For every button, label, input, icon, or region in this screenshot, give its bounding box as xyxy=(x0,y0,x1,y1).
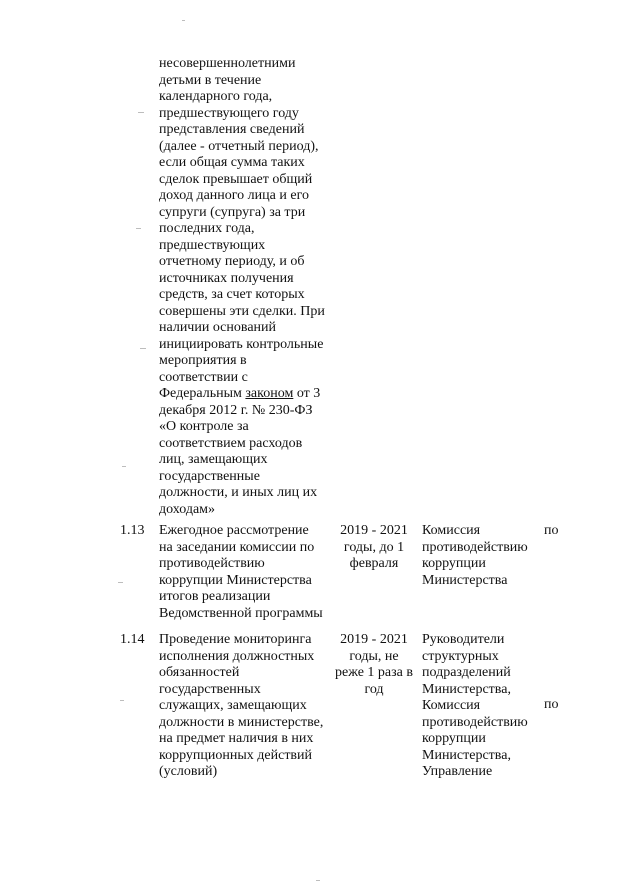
row-term: 2019 - 2021 годы, до 1 февраля xyxy=(340,523,408,571)
scan-speck xyxy=(140,348,146,349)
row-responsible: Комиссия противодействию коррупции Министерства xyxy=(422,523,528,588)
row-number: 1.14 xyxy=(120,632,145,647)
row-number: 1.13 xyxy=(120,523,145,538)
scan-speck xyxy=(316,880,320,881)
scan-speck xyxy=(118,582,123,583)
scan-speck xyxy=(120,700,124,701)
scan-speck xyxy=(136,228,141,229)
continued-task-text-part2: от 3 декабря 2012 г. № 230-ФЗ «О контроле за соответствием расходов лиц, замещающих государственные должности, и иных лиц их доходам» xyxy=(159,386,321,517)
continued-task-text-part1: несовершеннолетними детьми в течение календарного года, предшествующего году представления сведений (далее - отчетный период), если общая сумма таких сделок превышает общий доход данного лица и его супруги (супруга) за три последних года, предшествующих отчетному периоду, и об источниках получения средств, за счет которых совершены эти сделки. При наличии оснований инициировать контрольные мероприятия в соответствии с Федеральным xyxy=(159,56,325,401)
scan-speck xyxy=(122,466,126,467)
row-term: 2019 - 2021 годы, не реже 1 раза в год xyxy=(335,632,413,697)
scan-speck xyxy=(138,112,144,113)
row-task: Ежегодное рассмотрение на заседании комиссии по противодействию коррупции Министерства итогов реализации Ведомственной программы xyxy=(159,523,323,621)
continued-task-text xyxy=(159,56,331,518)
row-extra: по xyxy=(544,523,559,538)
scan-speck xyxy=(182,20,185,21)
federal-law-link[interactable]: законом xyxy=(245,386,294,401)
row-task: Проведение мониторинга исполнения должностных обязанностей государственных служащих, замещающих должности в министерстве, на предмет наличия в них коррупционных действий (условий) xyxy=(159,632,324,779)
row-responsible: Руководители структурных подразделений Министерства, Комиссия противодействию коррупции Министерства, Управление xyxy=(422,632,528,779)
row-extra: по xyxy=(544,697,559,712)
